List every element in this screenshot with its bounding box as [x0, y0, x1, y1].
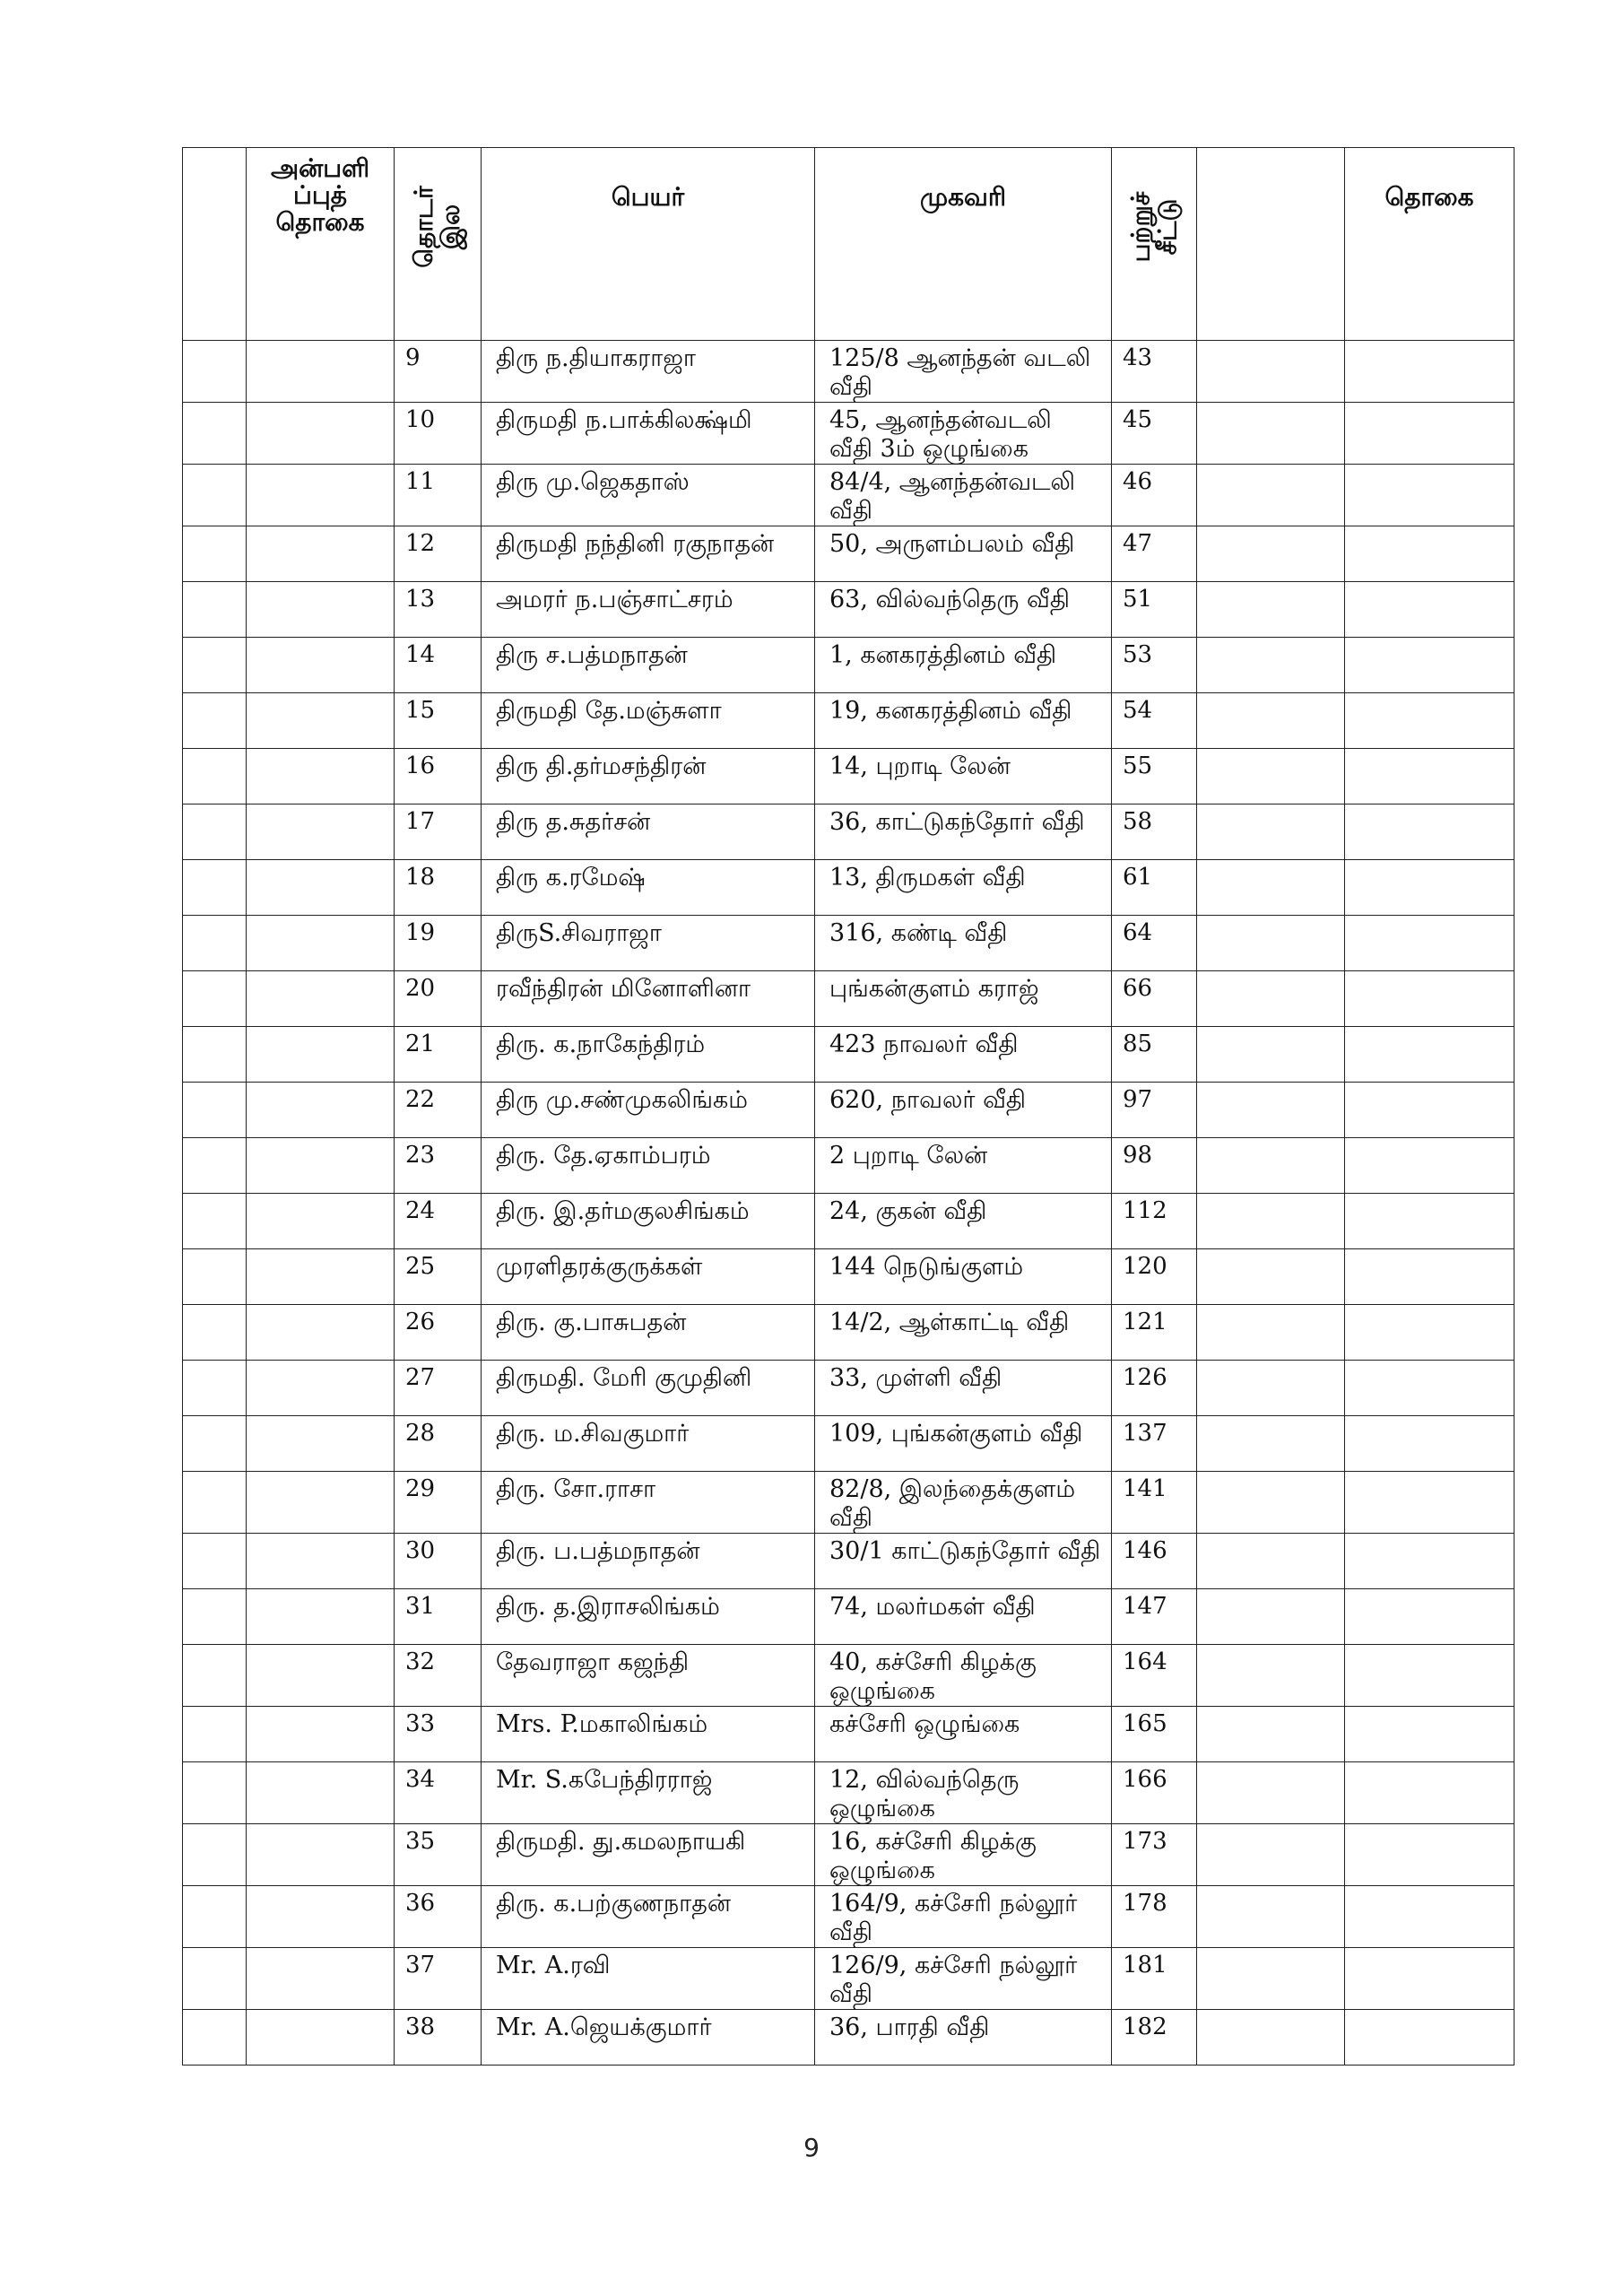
name-cell: திருமதி. து.கமலநாயகி	[482, 1824, 815, 1886]
gift-amount-cell	[247, 1138, 395, 1194]
address-cell: கச்சேரி ஒழுங்கை	[815, 1707, 1112, 1762]
receipt-no-cell: 85	[1112, 1027, 1197, 1083]
address-cell: 14/2, ஆள்காட்டி வீதி	[815, 1305, 1112, 1361]
gift-amount-cell	[247, 1305, 395, 1361]
blank-cell	[183, 971, 247, 1027]
blank-cell	[183, 693, 247, 749]
table-row	[183, 1589, 1515, 1645]
table-row	[183, 1416, 1515, 1472]
recipients-table	[182, 147, 1515, 2066]
table-row	[183, 860, 1515, 916]
table-row	[183, 1083, 1515, 1138]
name-cell: திரு. சோ.ராசா	[482, 1472, 815, 1534]
name-cell: திரு தி.தர்மசந்திரன்	[482, 749, 815, 804]
address-cell: 164/9, கச்சேரி நல்லூர் வீதி	[815, 1886, 1112, 1948]
gift-amount-cell	[247, 1083, 395, 1138]
blank-cell	[183, 1472, 247, 1534]
address-cell: 12, வில்வந்தெரு ஒழுங்கை	[815, 1762, 1112, 1824]
blank-cell	[1197, 1083, 1345, 1138]
gift-amount-cell	[247, 1361, 395, 1416]
table-row	[183, 1707, 1515, 1762]
table-row	[183, 403, 1515, 465]
amount-cell	[1345, 749, 1515, 804]
serial-no-cell: 26	[395, 1305, 482, 1361]
blank-cell	[1197, 1361, 1345, 1416]
blank-cell	[183, 1886, 247, 1948]
blank-cell	[1197, 1707, 1345, 1762]
name-cell: Mr. A.ரவி	[482, 1948, 815, 2010]
table-row	[183, 1762, 1515, 1824]
amount-cell	[1345, 341, 1515, 403]
blank-cell	[183, 1194, 247, 1249]
amount-cell	[1345, 582, 1515, 638]
amount-cell	[1345, 971, 1515, 1027]
table-row	[183, 971, 1515, 1027]
gift-amount-header-line: ப்புத்	[293, 180, 347, 210]
table-row	[183, 1886, 1515, 1948]
amount-cell	[1345, 1762, 1515, 1824]
table-row	[183, 1948, 1515, 2010]
name-cell: அமரர் ந.பஞ்சாட்சரம்	[482, 582, 815, 638]
blank-header-cell	[183, 148, 247, 341]
serial-no-cell: 10	[395, 403, 482, 465]
serial-no-cell: 25	[395, 1249, 482, 1305]
table-row	[183, 804, 1515, 860]
gift-amount-cell	[247, 804, 395, 860]
amount-cell	[1345, 1249, 1515, 1305]
receipt-no-cell: 46	[1112, 465, 1197, 526]
address-cell: 1, கனகரத்தினம் வீதி	[815, 638, 1112, 693]
table-row	[183, 1249, 1515, 1305]
amount-cell	[1345, 1027, 1515, 1083]
receipt-no-cell: 98	[1112, 1138, 1197, 1194]
name-cell: திருமதி தே.மஞ்சுளா	[482, 693, 815, 749]
address-cell: 19, கனகரத்தினம் வீதி	[815, 693, 1112, 749]
name-cell: திரு. ம.சிவகுமார்	[482, 1416, 815, 1472]
blank-cell	[183, 1361, 247, 1416]
gift-amount-cell	[247, 749, 395, 804]
name-cell: திரு. கு.பாசுபதன்	[482, 1305, 815, 1361]
serial-no-cell: 24	[395, 1194, 482, 1249]
receipt-no-cell: 97	[1112, 1083, 1197, 1138]
receipt-no-cell: 51	[1112, 582, 1197, 638]
blank-cell	[1197, 1534, 1345, 1589]
serial-no-cell: 14	[395, 638, 482, 693]
gift-amount-cell	[247, 971, 395, 1027]
receipt-no-cell: 165	[1112, 1707, 1197, 1762]
amount-cell	[1345, 1534, 1515, 1589]
serial-no-header	[395, 148, 482, 341]
amount-cell	[1345, 916, 1515, 971]
table-body	[183, 341, 1515, 2066]
name-header: பெயர்	[482, 148, 815, 341]
serial-no-cell: 22	[395, 1083, 482, 1138]
name-cell: திரு க.ரமேஷ்	[482, 860, 815, 916]
serial-no-cell: 16	[395, 749, 482, 804]
amount-cell	[1345, 1948, 1515, 2010]
serial-no-header-line: தொடர்	[408, 186, 438, 268]
blank-cell	[183, 1138, 247, 1194]
name-cell: திரு ந.தியாகராஜா	[482, 341, 815, 403]
address-cell: 40, கச்சேரி கிழக்கு ஒழுங்கை	[815, 1645, 1112, 1707]
receipt-no-cell: 182	[1112, 2010, 1197, 2066]
gift-amount-cell	[247, 1948, 395, 2010]
serial-no-cell: 36	[395, 1886, 482, 1948]
blank-cell	[1197, 1886, 1345, 1948]
gift-amount-cell	[247, 1589, 395, 1645]
gift-amount-header-line: தொகை	[275, 207, 365, 237]
address-cell: 82/8, இலந்தைக்குளம் வீதி	[815, 1472, 1112, 1534]
name-cell: தேவராஜா கஜந்தி	[482, 1645, 815, 1707]
name-cell: திரு. ப.பத்மநாதன்	[482, 1534, 815, 1589]
receipt-no-cell: 58	[1112, 804, 1197, 860]
receipt-no-cell: 146	[1112, 1534, 1197, 1589]
receipt-no-cell: 47	[1112, 526, 1197, 582]
address-cell: 24, குகன் வீதி	[815, 1194, 1112, 1249]
receipt-no-cell: 147	[1112, 1589, 1197, 1645]
gift-amount-cell	[247, 465, 395, 526]
gift-amount-cell	[247, 1416, 395, 1472]
serial-no-header-line: இல	[435, 204, 465, 250]
blank-cell	[183, 916, 247, 971]
blank-cell	[1197, 693, 1345, 749]
serial-no-cell: 31	[395, 1589, 482, 1645]
receipt-no-cell: 43	[1112, 341, 1197, 403]
gift-amount-cell	[247, 526, 395, 582]
receipt-no-cell: 181	[1112, 1948, 1197, 2010]
blank-cell	[183, 1534, 247, 1589]
amount-cell	[1345, 1194, 1515, 1249]
serial-no-cell: 28	[395, 1416, 482, 1472]
gift-amount-header	[247, 148, 395, 341]
receipt-no-cell: 141	[1112, 1472, 1197, 1534]
gift-amount-cell	[247, 1249, 395, 1305]
address-cell: 125/8 ஆனந்தன் வடலி வீதி	[815, 341, 1112, 403]
table-row	[183, 1138, 1515, 1194]
gift-amount-cell	[247, 403, 395, 465]
blank-cell	[1197, 1194, 1345, 1249]
receipt-no-cell: 173	[1112, 1824, 1197, 1886]
blank-cell	[183, 526, 247, 582]
address-cell: 2 புறாடி லேன்	[815, 1138, 1112, 1194]
gift-amount-header-line: அன்பளி	[270, 153, 370, 183]
amount-cell	[1345, 804, 1515, 860]
blank-cell	[1197, 1824, 1345, 1886]
blank-cell	[183, 1824, 247, 1886]
gift-amount-cell	[247, 1194, 395, 1249]
blank-cell	[1197, 465, 1345, 526]
amount-cell	[1345, 1824, 1515, 1886]
receipt-no-cell: 45	[1112, 403, 1197, 465]
amount-header: தொகை	[1345, 148, 1515, 341]
amount-cell	[1345, 1589, 1515, 1645]
gift-amount-cell	[247, 1472, 395, 1534]
amount-cell	[1345, 1886, 1515, 1948]
blank-cell	[183, 1305, 247, 1361]
name-cell: திருமதி. மேரி குமுதினி	[482, 1361, 815, 1416]
receipt-no-cell: 112	[1112, 1194, 1197, 1249]
blank-cell	[183, 860, 247, 916]
address-cell: 30/1 காட்டுகந்தோர் வீதி	[815, 1534, 1112, 1589]
blank-cell	[1197, 749, 1345, 804]
table-row	[183, 1645, 1515, 1707]
blank-cell	[1197, 582, 1345, 638]
receipt-header-line: பற்றுச்	[1125, 191, 1155, 263]
gift-amount-cell	[247, 2010, 395, 2066]
address-cell: 126/9, கச்சேரி நல்லூர் வீதி	[815, 1948, 1112, 2010]
serial-no-cell: 38	[395, 2010, 482, 2066]
name-cell: திரு. க.நாகேந்திரம்	[482, 1027, 815, 1083]
receipt-no-cell: 126	[1112, 1361, 1197, 1416]
address-cell: 16, கச்சேரி கிழக்கு ஒழுங்கை	[815, 1824, 1112, 1886]
name-cell: திரு மு.சண்முகலிங்கம்	[482, 1083, 815, 1138]
name-cell: Mrs. P.மகாலிங்கம்	[482, 1707, 815, 1762]
serial-no-cell: 20	[395, 971, 482, 1027]
name-cell: திரு மு.ஜெகதாஸ்	[482, 465, 815, 526]
name-cell: ரவீந்திரன் மினோளினா	[482, 971, 815, 1027]
blank-cell	[1197, 638, 1345, 693]
serial-no-cell: 33	[395, 1707, 482, 1762]
table-row	[183, 638, 1515, 693]
blank-cell	[1197, 916, 1345, 971]
receipt-no-cell: 55	[1112, 749, 1197, 804]
blank-cell	[1197, 1249, 1345, 1305]
amount-cell	[1345, 1083, 1515, 1138]
blank-cell	[183, 465, 247, 526]
receipt-no-cell: 61	[1112, 860, 1197, 916]
blank-cell	[183, 1083, 247, 1138]
receipt-no-cell: 66	[1112, 971, 1197, 1027]
blank-cell	[183, 1249, 247, 1305]
blank-cell	[1197, 1645, 1345, 1707]
name-cell: திரு ச.பத்மநாதன்	[482, 638, 815, 693]
gift-amount-cell	[247, 582, 395, 638]
serial-no-cell: 18	[395, 860, 482, 916]
amount-cell	[1345, 1361, 1515, 1416]
receipt-no-cell: 64	[1112, 916, 1197, 971]
blank-cell	[1197, 2010, 1345, 2066]
address-cell: 109, புங்கன்குளம் வீதி	[815, 1416, 1112, 1472]
amount-cell	[1345, 693, 1515, 749]
blank-cell	[183, 1707, 247, 1762]
address-cell: 316, கண்டி வீதி	[815, 916, 1112, 971]
serial-no-cell: 11	[395, 465, 482, 526]
blank-cell	[183, 403, 247, 465]
receipt-header	[1112, 148, 1197, 341]
address-cell: 33, முள்ளி வீதி	[815, 1361, 1112, 1416]
gift-amount-cell	[247, 638, 395, 693]
name-cell: திரு. தே.ஏகாம்பரம்	[482, 1138, 815, 1194]
serial-no-cell: 29	[395, 1472, 482, 1534]
serial-no-cell: 34	[395, 1762, 482, 1824]
amount-cell	[1345, 1645, 1515, 1707]
table-row	[183, 1824, 1515, 1886]
amount-cell	[1345, 1707, 1515, 1762]
amount-cell	[1345, 1416, 1515, 1472]
gift-amount-cell	[247, 1534, 395, 1589]
gift-amount-cell	[247, 916, 395, 971]
amount-cell	[1345, 526, 1515, 582]
address-cell: புங்கன்குளம் கராஜ்	[815, 971, 1112, 1027]
blank-cell	[183, 1589, 247, 1645]
gift-amount-cell	[247, 1824, 395, 1886]
table-row	[183, 2010, 1515, 2066]
table-row	[183, 341, 1515, 403]
gift-amount-cell	[247, 1762, 395, 1824]
serial-no-cell: 13	[395, 582, 482, 638]
table-row	[183, 1027, 1515, 1083]
blank-cell	[1197, 341, 1345, 403]
gift-amount-cell	[247, 1707, 395, 1762]
blank-header-cell	[1197, 148, 1345, 341]
blank-cell	[1197, 1948, 1345, 2010]
gift-amount-cell	[247, 1886, 395, 1948]
address-cell: 50, அருளம்பலம் வீதி	[815, 526, 1112, 582]
table-row	[183, 1305, 1515, 1361]
name-cell: திருS.சிவராஜா	[482, 916, 815, 971]
blank-cell	[1197, 1416, 1345, 1472]
blank-cell	[1197, 1762, 1345, 1824]
address-cell: 74, மலர்மகள் வீதி	[815, 1589, 1112, 1645]
blank-cell	[1197, 860, 1345, 916]
name-cell: திருமதி நந்தினி ரகுநாதன்	[482, 526, 815, 582]
receipt-no-cell: 137	[1112, 1416, 1197, 1472]
serial-no-cell: 30	[395, 1534, 482, 1589]
page-number: 9	[803, 2133, 820, 2162]
serial-no-cell: 37	[395, 1948, 482, 2010]
name-cell: Mr. A.ஜெயக்குமார்	[482, 2010, 815, 2066]
serial-no-cell: 19	[395, 916, 482, 971]
table-row	[183, 582, 1515, 638]
name-cell: திரு த.சுதர்சன்	[482, 804, 815, 860]
table-row	[183, 1534, 1515, 1589]
amount-cell	[1345, 860, 1515, 916]
blank-cell	[1197, 1027, 1345, 1083]
table-row	[183, 526, 1515, 582]
name-cell: திரு. க.பற்குணநாதன்	[482, 1886, 815, 1948]
blank-cell	[183, 1948, 247, 2010]
table-row	[183, 1194, 1515, 1249]
amount-cell	[1345, 403, 1515, 465]
blank-cell	[183, 749, 247, 804]
serial-no-cell: 32	[395, 1645, 482, 1707]
gift-amount-cell	[247, 693, 395, 749]
blank-cell	[1197, 526, 1345, 582]
table-row	[183, 465, 1515, 526]
receipt-no-cell: 121	[1112, 1305, 1197, 1361]
amount-cell	[1345, 638, 1515, 693]
blank-cell	[1197, 403, 1345, 465]
gift-amount-cell	[247, 860, 395, 916]
serial-no-cell: 21	[395, 1027, 482, 1083]
name-cell: திருமதி ந.பாக்கிலக்ஷ்மி	[482, 403, 815, 465]
receipt-header-line: சீட்டு	[1152, 198, 1182, 256]
blank-cell	[1197, 971, 1345, 1027]
address-cell: 144 நெடுங்குளம்	[815, 1249, 1112, 1305]
blank-cell	[183, 1645, 247, 1707]
receipt-no-cell: 53	[1112, 638, 1197, 693]
serial-no-cell: 12	[395, 526, 482, 582]
name-cell: திரு. த.இராசலிங்கம்	[482, 1589, 815, 1645]
blank-cell	[183, 804, 247, 860]
table-row	[183, 1472, 1515, 1534]
name-cell: திரு. இ.தர்மகுலசிங்கம்	[482, 1194, 815, 1249]
address-header: முகவரி	[815, 148, 1112, 341]
blank-cell	[183, 341, 247, 403]
blank-cell	[183, 638, 247, 693]
address-cell: 45, ஆனந்தன்வடலி வீதி 3ம் ஒழுங்கை	[815, 403, 1112, 465]
blank-cell	[183, 582, 247, 638]
table-row	[183, 749, 1515, 804]
serial-no-cell: 23	[395, 1138, 482, 1194]
blank-cell	[1197, 1472, 1345, 1534]
serial-no-cell: 9	[395, 341, 482, 403]
gift-amount-cell	[247, 341, 395, 403]
blank-cell	[183, 1416, 247, 1472]
serial-no-cell: 15	[395, 693, 482, 749]
blank-cell	[183, 1027, 247, 1083]
table-row	[183, 916, 1515, 971]
address-cell: 36, காட்டுகந்தோர் வீதி	[815, 804, 1112, 860]
amount-cell	[1345, 1138, 1515, 1194]
address-cell: 13, திருமகள் வீதி	[815, 860, 1112, 916]
receipt-no-cell: 166	[1112, 1762, 1197, 1824]
blank-cell	[1197, 1138, 1345, 1194]
amount-cell	[1345, 1305, 1515, 1361]
blank-cell	[183, 1762, 247, 1824]
amount-cell	[1345, 2010, 1515, 2066]
serial-no-cell: 17	[395, 804, 482, 860]
receipt-no-cell: 178	[1112, 1886, 1197, 1948]
receipt-no-cell: 120	[1112, 1249, 1197, 1305]
receipt-no-cell: 164	[1112, 1645, 1197, 1707]
address-cell: 620, நாவலர் வீதி	[815, 1083, 1112, 1138]
serial-no-cell: 35	[395, 1824, 482, 1886]
address-cell: 63, வில்வந்தெரு வீதி	[815, 582, 1112, 638]
table-header-row	[183, 148, 1515, 341]
address-cell: 36, பாரதி வீதி	[815, 2010, 1112, 2066]
amount-cell	[1345, 1472, 1515, 1534]
table-row	[183, 693, 1515, 749]
address-cell: 423 நாவலர் வீதி	[815, 1027, 1112, 1083]
table-row	[183, 1361, 1515, 1416]
amount-cell	[1345, 465, 1515, 526]
name-cell: Mr. S.கபேந்திரராஜ்	[482, 1762, 815, 1824]
gift-amount-cell	[247, 1645, 395, 1707]
gift-amount-cell	[247, 1027, 395, 1083]
blank-cell	[1197, 804, 1345, 860]
name-cell: முரளிதரக்குருக்கள்	[482, 1249, 815, 1305]
blank-cell	[183, 2010, 247, 2066]
blank-cell	[1197, 1589, 1345, 1645]
serial-no-cell: 27	[395, 1361, 482, 1416]
address-cell: 84/4, ஆனந்தன்வடலி வீதி	[815, 465, 1112, 526]
blank-cell	[1197, 1305, 1345, 1361]
address-cell: 14, புறாடி லேன்	[815, 749, 1112, 804]
receipt-no-cell: 54	[1112, 693, 1197, 749]
